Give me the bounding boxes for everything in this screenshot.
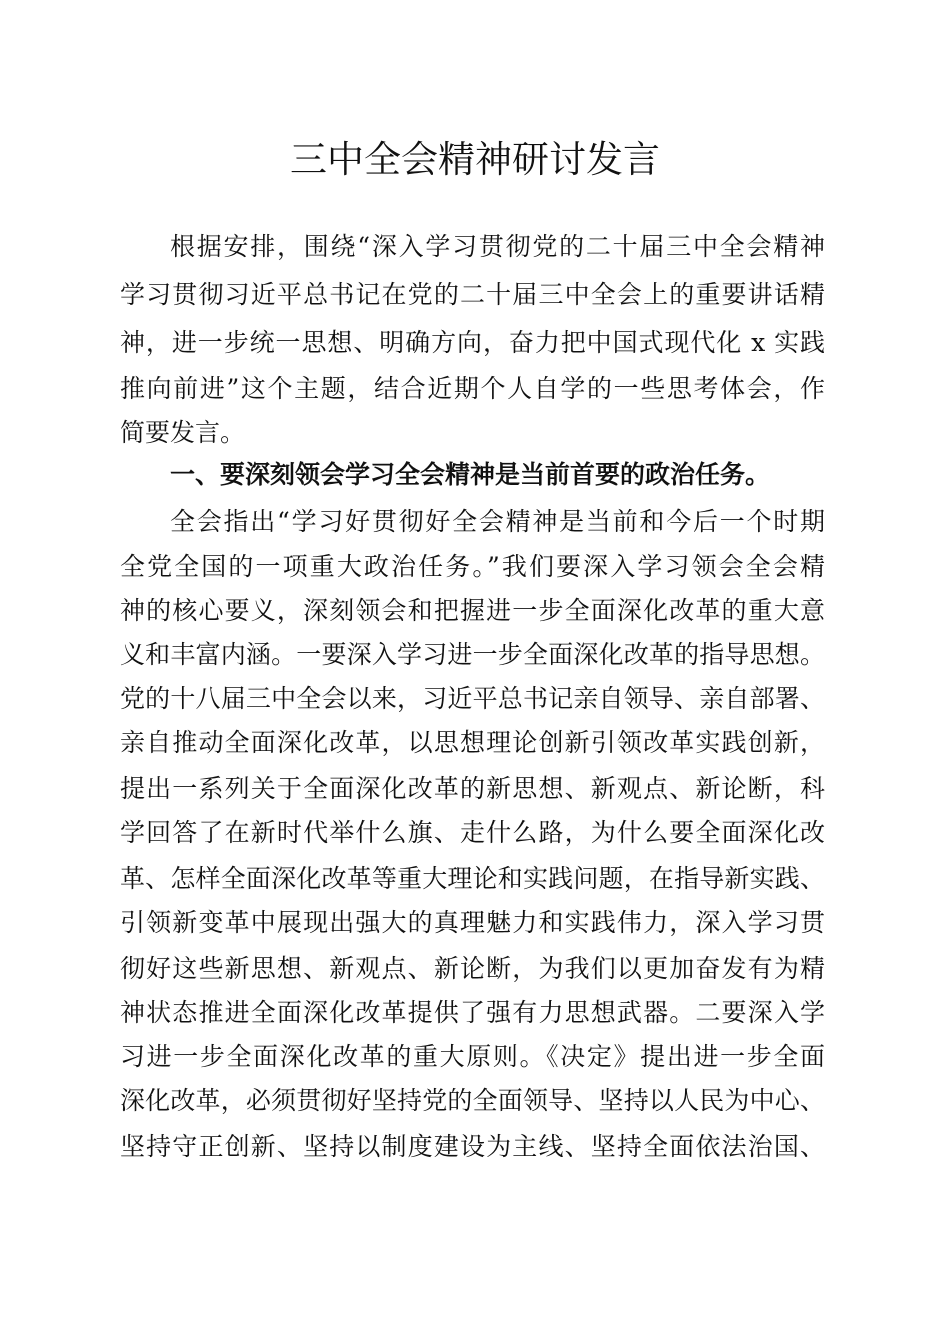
paragraph-line: 神状态推进全面深化改革提供了强有力思想武器。二要深入学 [120, 998, 825, 1027]
paragraph-line: 全会指出“学习好贯彻好全会精神是当前和今后一个时期 [170, 507, 825, 536]
paragraph-line: 根据安排，围绕“深入学习贯彻党的二十届三中全会精神 [170, 232, 825, 261]
paragraph-line: 学回答了在新时代举什么旗、走什么路，为什么要全面深化改 [120, 818, 825, 847]
paragraph-line: 深化改革，必须贯彻好坚持党的全面领导、坚持以人民为中心、 [120, 1086, 825, 1115]
paragraph-line: 习进一步全面深化改革的重大原则。《决定》提出进一步全面 [120, 1042, 825, 1071]
paragraph-line: 彻好这些新思想、新观点、新论断，为我们以更加奋发有为精 [120, 954, 825, 983]
paragraph-line: 神，进一步统一思想、明确方向，奋力把中国式现代化 x 实践 [120, 328, 825, 357]
paragraph-line: 引领新变革中展现出强大的真理魅力和实践伟力，深入学习贯 [120, 908, 825, 937]
document-title: 三中全会精神研讨发言 [290, 138, 660, 181]
paragraph-line: 推向前进”这个主题，结合近期个人自学的一些思考体会，作 [120, 374, 825, 403]
paragraph-line: 提出一系列关于全面深化改革的新思想、新观点、新论断，科 [120, 774, 825, 803]
paragraph-line: 坚持守正创新、坚持以制度建设为主线、坚持全面依法治国、 [120, 1132, 825, 1161]
paragraph-line: 简要发言。 [120, 418, 246, 447]
paragraph-line: 全党全国的一项重大政治任务。”我们要深入学习领会全会精 [120, 552, 825, 581]
section-heading: 一、要深刻领会学习全会精神是当前首要的政治任务。 [170, 460, 771, 489]
paragraph-line: 革、怎样全面深化改革等重大理论和实践问题，在指导新实践、 [120, 864, 825, 893]
paragraph-line: 亲自推动全面深化改革，以思想理论创新引领改革实践创新， [120, 728, 825, 757]
paragraph-line: 神的核心要义，深刻领会和把握进一步全面深化改革的重大意 [120, 596, 825, 625]
paragraph-line: 义和丰富内涵。一要深入学习进一步全面深化改革的指导思想。 [120, 640, 825, 669]
paragraph-line: 学习贯彻习近平总书记在党的二十届三中全会上的重要讲话精 [120, 280, 825, 309]
paragraph-line: 党的十八届三中全会以来，习近平总书记亲自领导、亲自部署、 [120, 684, 825, 713]
